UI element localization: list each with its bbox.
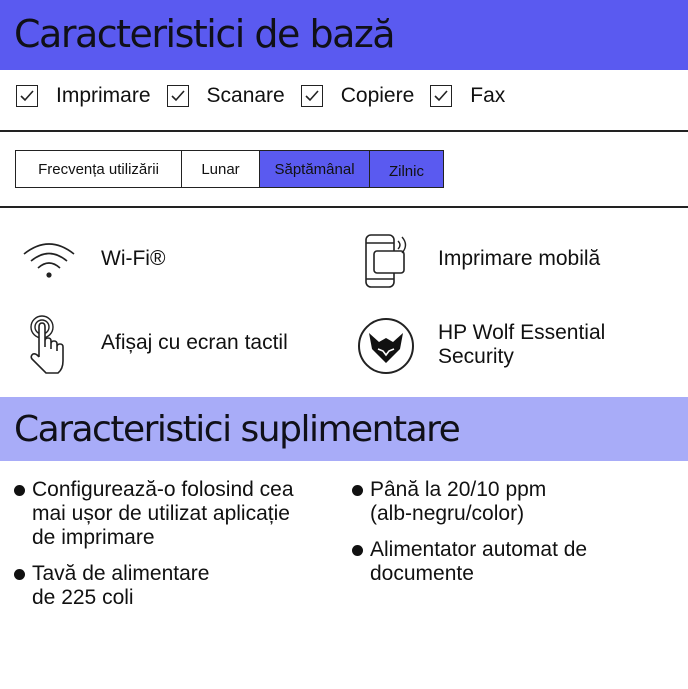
feature-wolf-security-line1: HP Wolf Essential xyxy=(438,321,606,344)
feature-mobile-print: Imprimare mobilă xyxy=(438,247,601,270)
usage-frequency-scale xyxy=(15,150,444,188)
list-item-line: Configurează-o folosind cea xyxy=(32,478,294,501)
bullet-icon xyxy=(352,485,363,496)
list-item-line: de imprimare xyxy=(32,526,155,549)
list-item-line: (alb-negru/color) xyxy=(370,502,525,525)
check-label: Scanare xyxy=(206,84,285,107)
usage-option-weekly: Săptămânal xyxy=(260,151,370,187)
check-copy xyxy=(301,84,415,108)
checkbox-checked-icon xyxy=(301,85,323,107)
checkbox-checked-icon xyxy=(16,85,38,107)
touch-hand-icon xyxy=(22,313,76,375)
list-item-line: Până la 20/10 ppm xyxy=(370,478,547,501)
check-label: Copiere xyxy=(340,84,415,107)
list-item-line: de 225 coli xyxy=(32,586,134,609)
divider xyxy=(0,206,688,208)
list-item xyxy=(14,478,344,550)
bullet-icon xyxy=(14,485,25,496)
divider xyxy=(0,130,688,132)
wifi-icon xyxy=(20,240,78,280)
extra-features-right-list xyxy=(352,478,672,598)
list-item xyxy=(352,538,672,586)
list-item-line: mai ușor de utilizat aplicație xyxy=(32,502,290,525)
extra-features-header xyxy=(0,397,688,461)
usage-option-daily: Zilnic xyxy=(370,151,443,187)
list-item xyxy=(352,478,672,526)
extra-features-left-list xyxy=(14,478,344,622)
check-fax xyxy=(430,84,505,108)
check-scan xyxy=(167,84,285,108)
feature-wifi: Wi-Fi® xyxy=(101,247,166,270)
usage-option-monthly: Lunar xyxy=(182,151,260,187)
list-item xyxy=(14,562,344,610)
check-label: Fax xyxy=(470,84,506,107)
list-item-line: Alimentator automat de xyxy=(370,538,588,561)
bullet-icon xyxy=(352,545,363,556)
list-item-line: Tavă de alimentare xyxy=(32,562,210,585)
wolf-security-icon xyxy=(356,316,416,376)
feature-touchscreen: Afișaj cu ecran tactil xyxy=(101,331,288,354)
basic-features-title: Caracteristici de bază xyxy=(14,12,395,56)
check-label: Imprimare xyxy=(56,84,151,107)
checkbox-checked-icon xyxy=(430,85,452,107)
bullet-icon xyxy=(14,569,25,580)
checkbox-checked-icon xyxy=(167,85,189,107)
function-checklist xyxy=(16,84,521,108)
extra-features-title: Caracteristici suplimentare xyxy=(14,409,460,450)
basic-features-header xyxy=(0,0,688,70)
feature-wolf-security-line2: Security xyxy=(438,345,514,368)
list-item-line: documente xyxy=(370,562,474,585)
check-print xyxy=(16,84,151,108)
usage-frequency-label: Frecvența utilizării xyxy=(16,151,182,187)
mobile-print-icon xyxy=(360,231,414,289)
